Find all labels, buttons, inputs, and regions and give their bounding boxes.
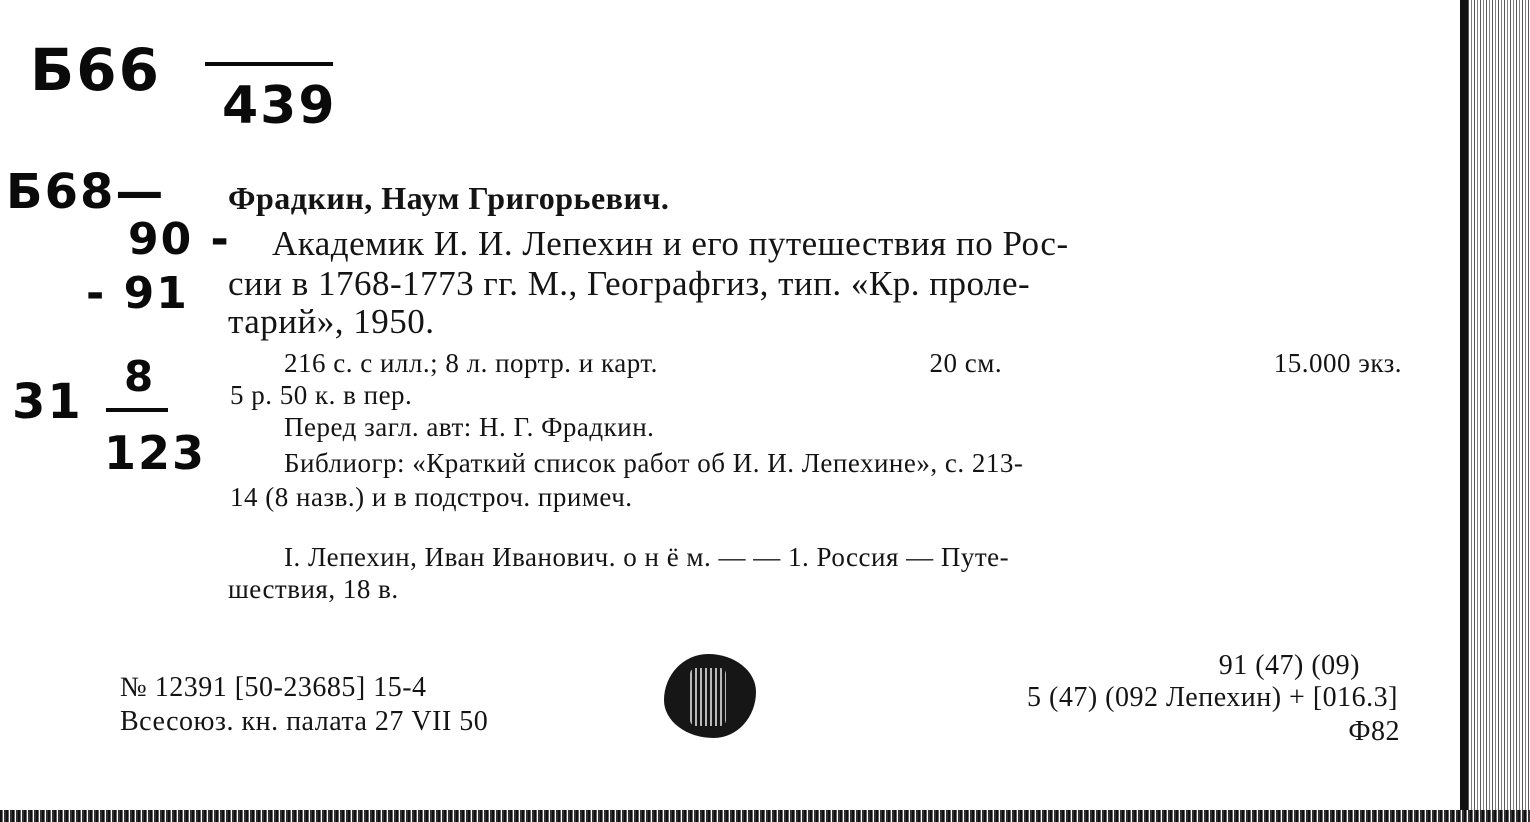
card-edge-shadow: [1460, 0, 1468, 822]
subject-headings-2: шествия, 18 в.: [228, 574, 399, 604]
card-edge-scan-noise: [1468, 0, 1530, 822]
classification-line-2: 5 (47) (092 Лепехин) + [016.3]: [1027, 682, 1398, 713]
handwritten-shelfmark-3: - 91: [86, 268, 189, 319]
handwritten-number-top: 439: [222, 76, 337, 136]
handwritten-fraction-bar: [106, 408, 168, 412]
collation-copies: 15.000 экз.: [1273, 348, 1402, 378]
title-line-3: тарий», 1950.: [228, 302, 435, 341]
handwritten-shelfmark-2: 90 -: [128, 214, 231, 265]
note-bibliography-1: Библиогр: «Краткий список работ об И. И. Лепехине», с. 213-: [284, 448, 1024, 478]
handwritten-class-denominator: 123: [104, 426, 207, 480]
classification-line-1: 91 (47) (09): [1218, 650, 1360, 681]
ink-stamp-blot: [664, 654, 756, 738]
collation-size: 20 см.: [929, 348, 1003, 378]
book-chamber-line: Всесоюз. кн. палата 27 VII 50: [120, 706, 489, 737]
subject-headings-1: I. Лепехин, Иван Иванович. о н ё м. — — 1. Россия — Путе-: [284, 542, 1010, 572]
price-line: 5 р. 50 к. в пер.: [230, 380, 413, 410]
handwritten-overline: [205, 62, 333, 66]
handwritten-shelfmark-top: Б66: [30, 36, 161, 104]
collation-pages: 216 с. с илл.; 8 л. портр. и карт.: [284, 348, 658, 378]
card-bottom-edge: [0, 810, 1530, 822]
handwritten-class-prefix: 31: [12, 374, 83, 430]
registration-number: № 12391 [50-23685] 15-4: [120, 672, 427, 703]
title-line-1: Академик И. И. Лепехин и его путешествия по Рос-: [272, 224, 1069, 263]
collation-row: [284, 348, 1402, 379]
classification-line-3: Ф82: [1348, 716, 1400, 747]
handwritten-class-numerator: 8: [124, 352, 156, 401]
note-author: Перед загл. авт: Н. Г. Фрадкин.: [284, 412, 655, 442]
handwritten-shelfmark-1: Б68—: [6, 164, 166, 220]
title-line-2: сии в 1768-1773 гг. М., Географгиз, тип. «Кр. проле-: [228, 264, 1031, 303]
author-heading: Фрадкин, Наум Григорьевич.: [228, 180, 670, 216]
note-bibliography-2: 14 (8 назв.) и в подстроч. примеч.: [230, 482, 633, 512]
